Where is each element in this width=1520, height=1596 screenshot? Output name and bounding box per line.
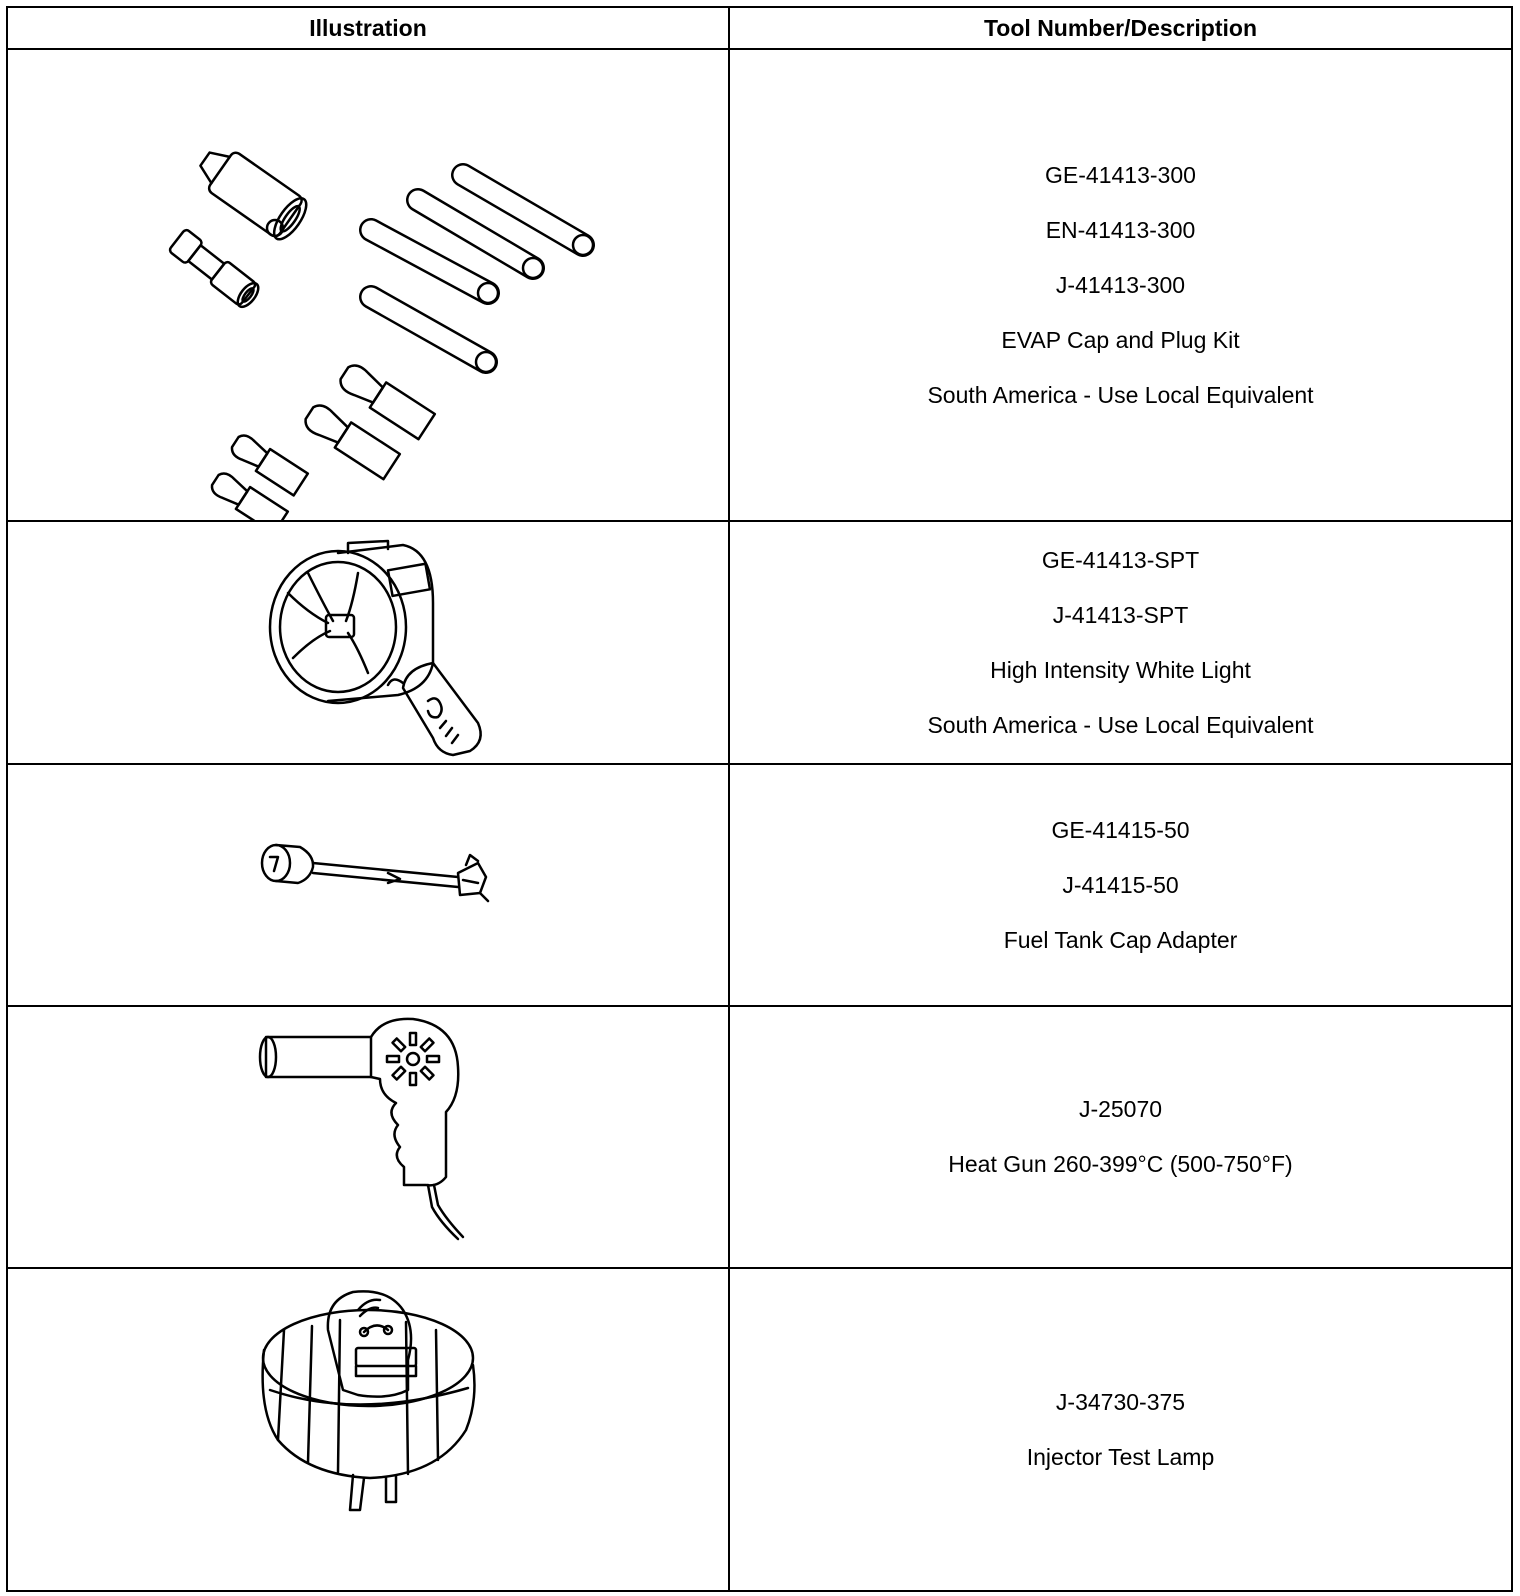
heat-gun-icon: [8, 1007, 730, 1267]
injector-test-lamp-icon: [8, 1270, 730, 1590]
description-cell: [729, 521, 1512, 764]
tool-number: J-34730-375: [1055, 1388, 1186, 1415]
tool-number: J-41415-50: [1062, 871, 1179, 898]
tool-number: J-41413-SPT: [1052, 601, 1189, 628]
tool-description: Injector Test Lamp: [1026, 1443, 1215, 1470]
illustration-cell: [7, 49, 729, 521]
description-cell: [729, 1268, 1512, 1591]
description-cell: [729, 764, 1512, 1006]
tool-description: High Intensity White Light: [990, 656, 1251, 683]
tool-number: GE-41415-50: [1051, 816, 1190, 843]
special-tools-table: [6, 6, 1513, 1592]
illustration-cell: [7, 764, 729, 1006]
table-row: [7, 764, 1512, 1006]
tool-number: GE-41413-SPT: [1041, 546, 1200, 573]
tool-description: Heat Gun 260-399°C (500-750°F): [948, 1151, 1293, 1177]
table-row: [7, 49, 1512, 521]
tool-number: J-41413-300: [1055, 271, 1186, 298]
evap-cap-plug-kit-icon: [8, 50, 730, 520]
table-row: [7, 1268, 1512, 1591]
tool-description: Fuel Tank Cap Adapter: [1003, 926, 1238, 953]
illustration-cell: [7, 521, 729, 764]
spotlight-icon: [8, 523, 730, 763]
description-cell: [729, 1006, 1512, 1268]
illustration-cell: [7, 1268, 729, 1591]
tool-note: South America - Use Local Equivalent: [927, 381, 1314, 408]
table-row: [7, 521, 1512, 764]
header-tool-description: Tool Number/Description: [729, 7, 1512, 49]
tool-note: South America - Use Local Equivalent: [927, 711, 1314, 738]
tool-number: GE-41413-300: [1045, 161, 1196, 188]
tool-description: EVAP Cap and Plug Kit: [1001, 326, 1240, 353]
tool-number: EN-41413-300: [1045, 216, 1196, 243]
illustration-cell: [7, 1006, 729, 1268]
fuel-tank-cap-adapter-icon: [8, 765, 730, 1005]
tool-number: J-25070: [1078, 1096, 1163, 1122]
table-row: [7, 1006, 1512, 1268]
header-illustration: Illustration: [7, 7, 729, 49]
description-cell: [729, 49, 1512, 521]
header-row: [7, 7, 1512, 49]
